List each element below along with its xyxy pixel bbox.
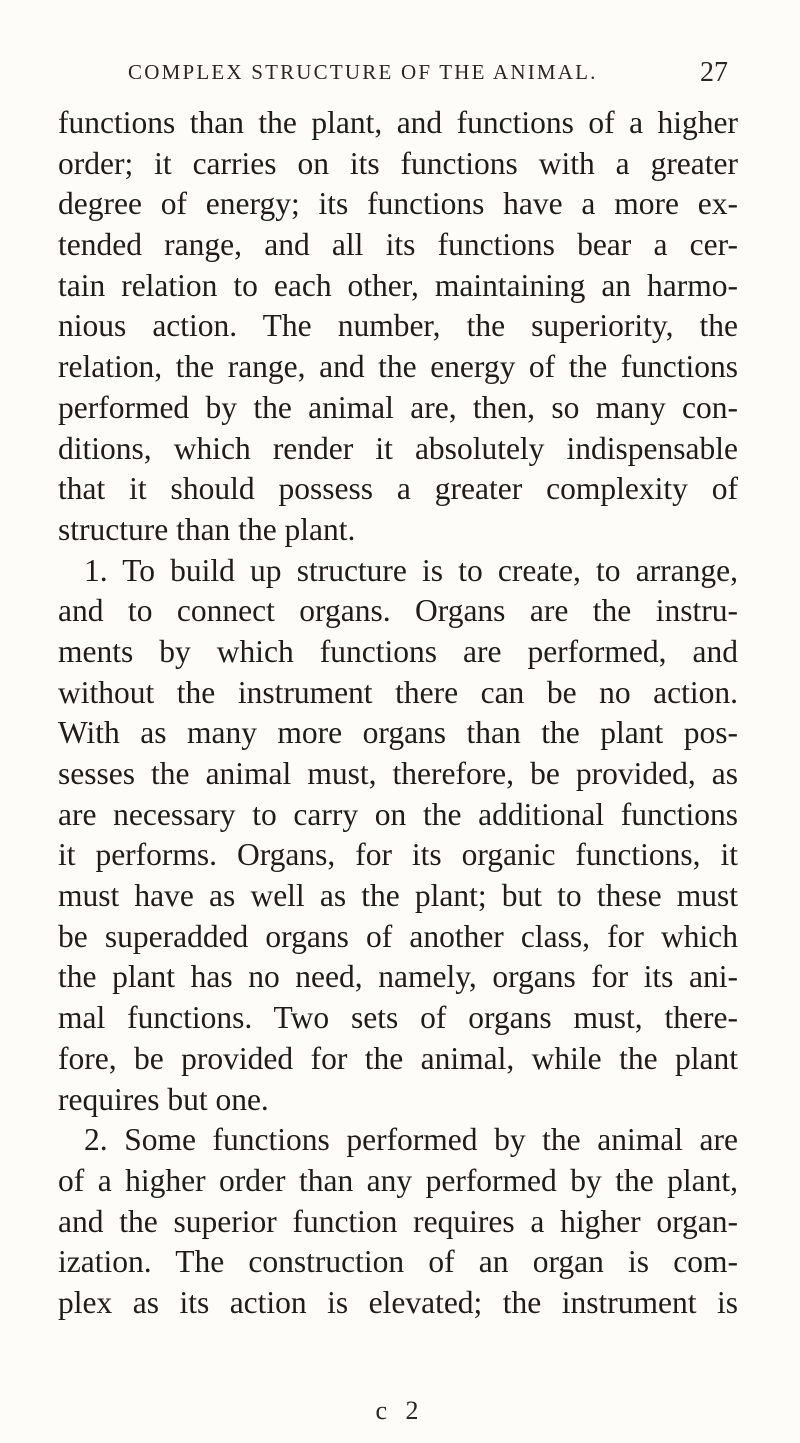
- running-title: COMPLEX STRUCTURE OF THE ANIMAL.: [128, 60, 598, 84]
- text-line: functions than the plant, and functions of a higher: [58, 105, 738, 140]
- text-line: order; it carries on its functions with a greater: [58, 145, 738, 181]
- body-text: [58, 103, 738, 1324]
- numbered-paragraph-2-start: 2. Some functions performed by the animal are: [84, 1122, 738, 1158]
- running-head: [128, 57, 728, 94]
- paragraph-end-line: structure than the plant.: [58, 511, 356, 547]
- text-line: that it should possess a greater complexity of: [58, 471, 738, 507]
- text-line: are necessary to carry on the additional functions: [58, 796, 738, 832]
- text-line: performed by the animal are, then, so many con-: [58, 389, 738, 425]
- text-line: the plant has no need, namely, organs for its ani-: [58, 959, 738, 995]
- text-line: sesses the animal must, therefore, be provided, as: [58, 756, 738, 791]
- signature-mark: c 2: [375, 1396, 425, 1425]
- text-line: it performs. Organs, for its organic functions, it: [58, 837, 738, 873]
- text-line: tain relation to each other, maintaining an harmo-: [58, 267, 738, 303]
- text-line: plex as its action is elevated; the instrument is: [58, 1284, 738, 1320]
- text-line: mal functions. Two sets of organs must, there-: [58, 1000, 738, 1036]
- text-line: tended range, and all its functions bear a cer-: [58, 227, 738, 263]
- text-line: be superadded organs of another class, for which: [58, 918, 738, 954]
- text-line: ization. The construction of an organ is com-: [58, 1244, 738, 1280]
- page-number: 27: [700, 57, 728, 88]
- text-line: ments by which functions are performed, and: [58, 633, 738, 669]
- text-line: With as many more organs than the plant pos-: [58, 715, 738, 751]
- text-line: relation, the range, and the energy of the functions: [58, 349, 738, 385]
- text-line: and to connect organs. Organs are the instru-: [58, 593, 738, 629]
- text-line: and the superior function requires a higher organ-: [58, 1203, 738, 1239]
- paragraph-end-line: requires but one.: [58, 1081, 269, 1117]
- text-line: fore, be provided for the animal, while the plant: [58, 1040, 738, 1076]
- text-line: ditions, which render it absolutely indispensable: [58, 430, 738, 466]
- text-line: must have as well as the plant; but to these must: [58, 878, 738, 914]
- text-line: of a higher order than any performed by the plant,: [58, 1162, 738, 1198]
- text-line: without the instrument there can be no action.: [58, 674, 738, 710]
- text-line: degree of energy; its functions have a more ex-: [58, 186, 738, 222]
- text-line: nious action. The number, the superiority, the: [58, 308, 738, 344]
- numbered-paragraph-1-start: 1. To build up structure is to create, to arrange,: [84, 552, 738, 588]
